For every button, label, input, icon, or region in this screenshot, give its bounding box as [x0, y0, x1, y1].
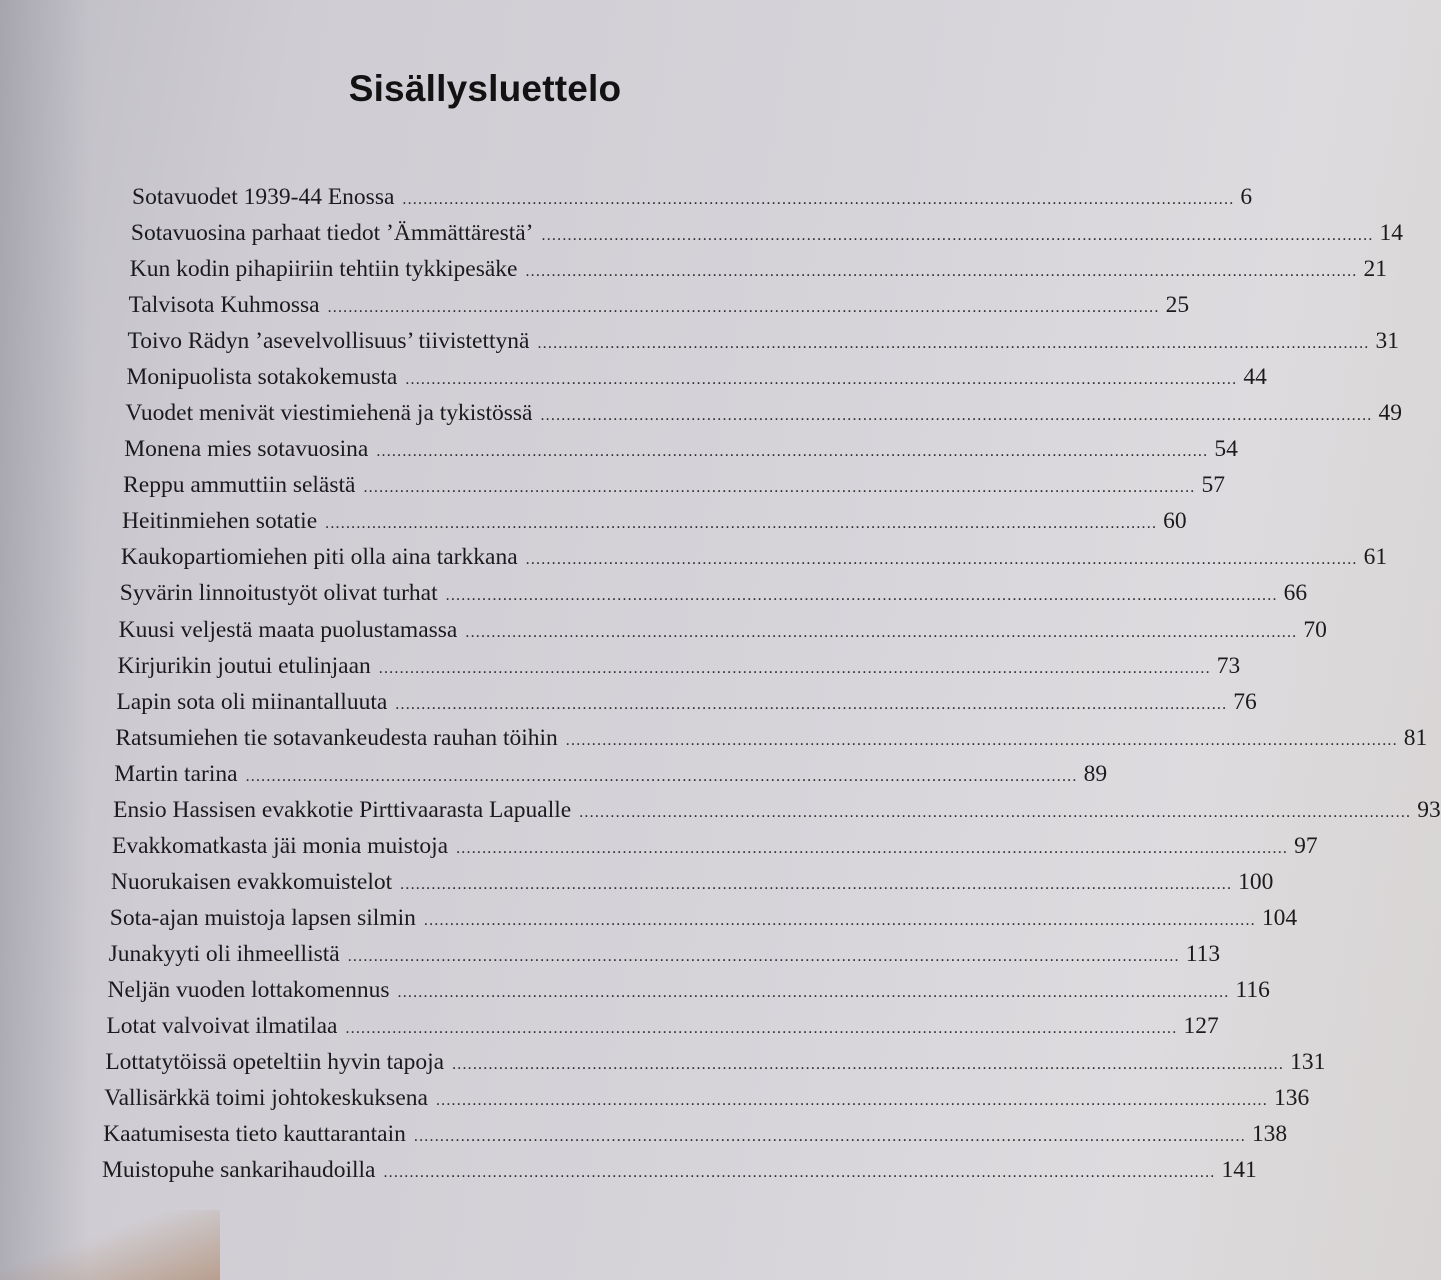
- toc-leader: ................................................................................................................................................................: [345, 1020, 1178, 1038]
- toc-entry-title: Kaukopartiomiehen piti olla aina tarkkana: [120, 544, 518, 571]
- toc-entry: [124, 436, 1238, 470]
- toc-entry-page: 113: [1185, 940, 1221, 967]
- toc-leader: ................................................................................................................................................................: [541, 227, 1374, 245]
- toc-entry: [110, 868, 1274, 903]
- toc-entry: [119, 580, 1308, 614]
- toc-entry-title: Lapin sota oli miinantalluuta: [116, 688, 388, 715]
- toc-entry: [105, 1049, 1326, 1083]
- toc-entry-title: Monipuolista sotakokemusta: [126, 364, 398, 391]
- toc-entry-page: 141: [1221, 1157, 1257, 1184]
- toc-entry: [130, 220, 1404, 254]
- toc-entry-page: 131: [1290, 1049, 1326, 1076]
- toc-entry-page: 76: [1233, 688, 1257, 715]
- toc-entry-title: Sotavuosina parhaat tiedot ’Ämmättärestä’: [130, 220, 534, 247]
- toc-entry-page: 97: [1294, 832, 1318, 859]
- toc-leader: ................................................................................................................................................................: [325, 515, 1158, 533]
- toc-entry-title: Talvisota Kuhmossa: [128, 292, 320, 319]
- page-title: Sisällysluettelo: [348, 68, 622, 109]
- toc-leader: ................................................................................................................................................................: [378, 659, 1211, 677]
- toc-entry-page: 66: [1283, 580, 1308, 607]
- toc-entry-page: 21: [1363, 256, 1387, 283]
- toc-entry: [129, 256, 1387, 290]
- toc-leader: ................................................................................................................................................................: [400, 875, 1233, 893]
- toc-entry-page: 49: [1378, 400, 1402, 427]
- toc-entry-title: Kirjurikin joutui etulinjaan: [117, 652, 371, 679]
- toc-entry: [114, 760, 1108, 795]
- page-gutter-shadow: [0, 0, 90, 1280]
- toc-leader: ................................................................................................................................................................: [456, 839, 1289, 857]
- toc-entry: [123, 472, 1225, 506]
- toc-leader: ................................................................................................................................................................: [413, 1128, 1246, 1146]
- toc-leader: ................................................................................................................................................................: [347, 947, 1180, 965]
- toc-entry: [102, 1157, 1257, 1191]
- toc-entry-title: Heitinmiehen sotatie: [122, 508, 318, 535]
- toc-entry-title: Syvärin linnoitustyöt olivat turhat: [119, 580, 438, 607]
- toc-entry-page: 31: [1375, 328, 1399, 355]
- toc-leader: ................................................................................................................................................................: [445, 587, 1278, 605]
- toc-entry-page: 81: [1403, 724, 1428, 751]
- toc-leader: ................................................................................................................................................................: [423, 911, 1256, 929]
- toc-leader: ................................................................................................................................................................: [397, 983, 1230, 1001]
- toc-entry: [116, 688, 1257, 723]
- toc-entry-page: 70: [1303, 616, 1327, 643]
- toc-leader: ................................................................................................................................................................: [452, 1056, 1285, 1074]
- toc-leader: ................................................................................................................................................................: [395, 695, 1228, 713]
- toc-entry-title: Kaatumisesta tieto kauttarantain: [103, 1121, 406, 1148]
- toc-entry-page: 93: [1417, 796, 1441, 823]
- toc-leader: ................................................................................................................................................................: [327, 299, 1160, 317]
- toc-entry: [117, 652, 1241, 687]
- toc-entry-title: Lottatytöissä opeteltiin hyvin tapoja: [105, 1049, 445, 1076]
- toc-entry-page: 138: [1251, 1121, 1288, 1148]
- toc-entry-title: Monena mies sotavuosina: [124, 436, 369, 463]
- toc-leader: ................................................................................................................................................................: [540, 407, 1373, 425]
- toc-entry-page: 25: [1165, 292, 1190, 319]
- toc-entry-page: 60: [1163, 508, 1187, 535]
- toc-entry-title: Evakkomatkasta jäi monia muistoja: [112, 832, 449, 859]
- toc-entry-page: 14: [1379, 220, 1404, 247]
- toc-leader: ................................................................................................................................................................: [565, 731, 1398, 749]
- toc-entry-page: 104: [1261, 904, 1298, 931]
- toc-leader: ................................................................................................................................................................: [405, 371, 1238, 389]
- toc-entry-title: Toivo Rädyn ’asevelvollisuus’ tiivistettynä: [127, 328, 530, 355]
- toc-entry-title: Ensio Hassisen evakkotie Pirttivaarasta Lapualle: [113, 796, 572, 823]
- toc-entry: [118, 616, 1327, 651]
- toc-leader: ................................................................................................................................................................: [402, 191, 1235, 208]
- toc-entry: [122, 508, 1187, 542]
- toc-entry-page: 100: [1238, 868, 1274, 895]
- toc-entry-title: Muistopuhe sankarihaudoilla: [102, 1157, 376, 1184]
- toc-entry-title: Sota-ajan muistoja lapsen silmin: [109, 904, 416, 931]
- toc-entry-page: 73: [1216, 652, 1241, 679]
- toc-entry-title: Lotat valvoivat ilmatilaa: [106, 1013, 338, 1040]
- toc-leader: ................................................................................................................................................................: [363, 479, 1196, 497]
- toc-entry-page: 136: [1273, 1085, 1310, 1112]
- toc-entry-title: Sotavuodet 1939-44 Enossa: [132, 184, 395, 210]
- toc-entry: [104, 1085, 1310, 1119]
- table-surface-corner: [0, 1210, 220, 1280]
- toc-entry: [113, 796, 1441, 831]
- toc-entry: [128, 292, 1190, 326]
- toc-entry: [132, 184, 1253, 218]
- toc-entry-page: 116: [1235, 976, 1270, 1003]
- toc-leader: ................................................................................................................................................................: [435, 1092, 1268, 1110]
- toc-entry: [126, 364, 1267, 398]
- toc-entry: [112, 832, 1318, 867]
- toc-entry: [103, 1121, 1288, 1155]
- toc-entry-page: 44: [1243, 364, 1267, 391]
- toc-entry: [107, 976, 1270, 1011]
- toc-entry: [127, 328, 1399, 362]
- toc-entry: [120, 544, 1388, 578]
- toc-leader: ................................................................................................................................................................: [245, 767, 1078, 785]
- toc-entry: [106, 1013, 1219, 1047]
- toc-leader: ................................................................................................................................................................: [525, 551, 1358, 569]
- toc-entry-page: 6: [1240, 184, 1253, 210]
- toc-entry: [115, 724, 1428, 759]
- toc-leader: ................................................................................................................................................................: [376, 443, 1209, 461]
- toc-entry: [125, 400, 1402, 434]
- toc-leader: ................................................................................................................................................................: [465, 623, 1298, 641]
- toc-leader: ................................................................................................................................................................: [579, 803, 1412, 821]
- toc-entry-title: Reppu ammuttiin selästä: [123, 472, 356, 499]
- toc-entry-page: 127: [1183, 1013, 1219, 1040]
- toc-leader: ................................................................................................................................................................: [525, 263, 1358, 281]
- toc-entry-page: 54: [1214, 436, 1238, 463]
- toc-entry-title: Vallisärkkä toimi johtokeskuksena: [104, 1085, 428, 1112]
- toc-entry-title: Vuodet menivät viestimiehenä ja tykistössä: [125, 400, 533, 427]
- toc-leader: ................................................................................................................................................................: [383, 1164, 1216, 1182]
- toc-entry-page: 57: [1201, 472, 1225, 499]
- toc-entry-title: Martin tarina: [114, 760, 238, 787]
- toc-leader: ................................................................................................................................................................: [537, 335, 1370, 353]
- toc-entry-title: Kuusi veljestä maata puolustamassa: [118, 616, 458, 643]
- toc-entry-page: 89: [1083, 760, 1108, 787]
- toc-entry-title: Junakyyti oli ihmeellistä: [108, 940, 340, 967]
- toc-entry-title: Ratsumiehen tie sotavankeudesta rauhan töihin: [115, 724, 558, 751]
- toc-entry-title: Nuorukaisen evakkomuistelot: [110, 868, 393, 895]
- toc-entry-title: Neljän vuoden lottakomennus: [107, 976, 390, 1003]
- toc-entry: [109, 904, 1298, 939]
- toc-entry: [108, 940, 1221, 975]
- toc-entry-page: 61: [1363, 544, 1388, 571]
- toc-entry-title: Kun kodin pihapiiriin tehtiin tykkipesäke: [129, 256, 518, 283]
